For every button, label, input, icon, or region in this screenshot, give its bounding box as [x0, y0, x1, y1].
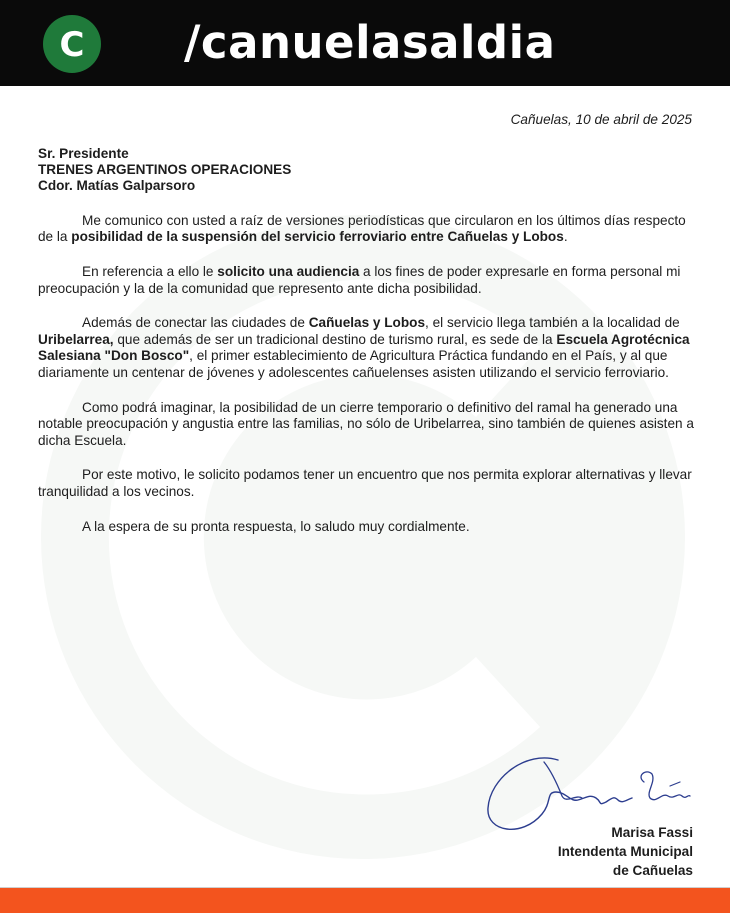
recipient-line: Cdor. Matías Galparsoro [38, 178, 196, 194]
recipient-block [38, 146, 694, 195]
recipient-line: Sr. Presidente [38, 145, 129, 161]
recipient-line: TRENES ARGENTINOS OPERACIONES [38, 162, 292, 177]
brand-handle: /canuelasaldia [184, 16, 556, 69]
header-bar [0, 0, 730, 86]
logo-letter: C [59, 25, 85, 65]
letter-date: Cañuelas, 10 de abril de 2025 [510, 112, 692, 127]
paragraph-5: Por este motivo, le solicito podamos tener un encuentro que nos permita explorar alternativas y llevar tranquilidad a los vecinos. [38, 467, 692, 499]
paragraph-6: A la espera de su pronta respuesta, lo saludo muy cordialmente. [82, 518, 470, 534]
paragraph-2: En referencia a ello le solicito una audiencia a los fines de poder expresarle en forma personal mi preocupación y la de la comunidad que represento ante dicha posibilidad. [38, 264, 681, 296]
letter-body [38, 112, 694, 535]
signer-title: Intendenta Municipal [557, 844, 693, 859]
signer-name: Marisa Fassi [611, 825, 693, 840]
paragraph-3: Además de conectar las ciudades de Cañuelas y Lobos, el servicio llega también a la localidad de Uribelarrea, que además de ser un tradicional destino de turismo rural, es sede de la Escuela Agrotécnica Salesiana "Don Bosco", el primer establecimiento de Agricultura Práctica fundando en el País, y al que diariamente un centenar de jóvenes y adolescentes cañuelenses asisten utilizando el servicio ferroviario. [38, 315, 690, 380]
signature-block [558, 823, 693, 880]
signer-municipality: de Cañuelas [612, 863, 693, 878]
paragraph-1: Me comunico con usted a raíz de versiones periodísticas que circularon en los últimos días respecto de la posibilidad de la suspensión del servicio ferroviario entre Cañuelas y Lobos. [38, 212, 686, 245]
canuelasaldia-logo-icon [43, 15, 101, 73]
paragraph-4: Como podrá imaginar, la posibilidad de un cierre temporario o definitivo del ramal ha generado una notable preocupación y angustia entre las familias, no sólo de Uribelarrea, sino también de quienes asisten a dicha Escuela. [38, 399, 694, 448]
footer-bar [0, 888, 730, 913]
